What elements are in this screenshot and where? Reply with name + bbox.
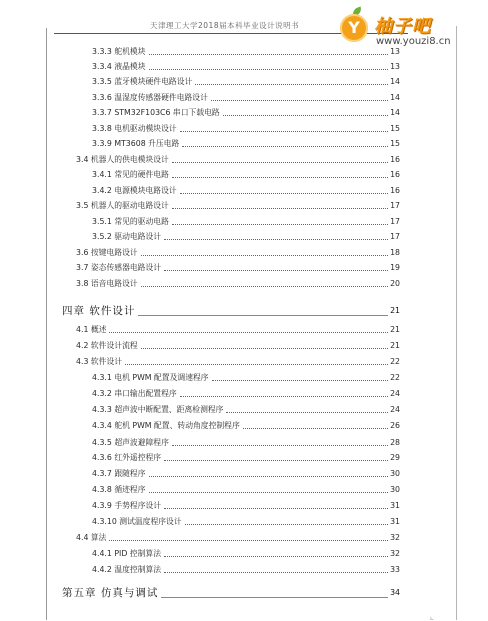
toc-entry-label: 4.3.4 舵机 PWM 配置、转动角度控制程序 — [92, 421, 240, 430]
toc-section-row — [92, 123, 400, 134]
toc-entry-label: 第五章 仿真与调试 — [62, 587, 159, 599]
toc-dot-leader — [138, 314, 388, 316]
toc-entry-label: 3.7 姿态传感器电路设计 — [76, 263, 162, 272]
toc-page-number: 16 — [390, 170, 400, 179]
toc-page-number: 21 — [390, 325, 400, 334]
toc-section-row — [92, 107, 400, 118]
toc-page-number: 17 — [390, 201, 400, 210]
toc-entry-label: 3.3.6 温湿度传感器硬件电路设计 — [92, 93, 208, 102]
toc-page-number: 13 — [390, 62, 400, 71]
toc-page-number: 19 — [390, 263, 400, 272]
toc-entry-label: 3.4.2 电源模块电路设计 — [92, 186, 177, 195]
toc-dot-leader — [180, 130, 388, 132]
toc-page-number: 16 — [390, 186, 400, 195]
corner-mark: ⌞ — [430, 612, 434, 621]
toc-dot-leader — [141, 254, 388, 256]
toc-entry-label: 四章 软件设计 — [62, 305, 136, 317]
logo-name: 柚子吧 — [374, 16, 431, 37]
toc-page-number: 17 — [390, 232, 400, 241]
toc-section-row — [92, 388, 400, 399]
toc-entry-label: 3.4 机器人的供电模块设计 — [76, 155, 169, 164]
toc-dot-leader — [211, 99, 388, 101]
toc-dot-leader — [172, 223, 388, 225]
toc-page-number: 17 — [390, 217, 400, 226]
logo-url: www.youzi8.cn — [376, 36, 451, 47]
toc-dot-leader — [109, 331, 388, 333]
toc-page-number: 16 — [390, 155, 400, 164]
toc-entry-label: 4.3.10 测试温度程序设计 — [92, 517, 182, 526]
toc-entry-label: 3.3.5 蓝牙模块硬件电路设计 — [92, 77, 193, 86]
toc-dot-leader — [172, 207, 388, 209]
toc-section-row — [76, 262, 400, 273]
toc-entry-label: 3.3.8 电机驱动模块设计 — [92, 124, 177, 133]
toc-section-row — [92, 420, 400, 431]
toc-section-row — [92, 61, 400, 72]
toc-entry-label: 3.3.3 舵机模块 — [92, 47, 146, 56]
toc-section-row — [76, 324, 400, 335]
toc-entry-label: 4.3.1 电机 PWM 配置及调速程序 — [92, 373, 209, 382]
toc-page-number: 14 — [390, 108, 400, 117]
toc-page-number: 21 — [390, 306, 400, 315]
toc-dot-leader — [109, 539, 388, 541]
toc-entry-label: 3.8 语音电路设计 — [76, 279, 138, 288]
toc-page-number: 30 — [390, 469, 400, 478]
toc-section-row — [76, 200, 400, 211]
toc-entry-label: 3.3.7 STM32F103C6 串口下载电路 — [92, 108, 220, 117]
toc-dot-leader — [182, 145, 388, 147]
toc-section-row — [92, 564, 400, 575]
toc-dot-leader — [223, 114, 388, 116]
toc-entry-label: 4.3.6 红外遥控程序 — [92, 453, 162, 462]
toc-entry-label: 4.3.9 手势程序设计 — [92, 501, 162, 510]
toc-page-number: 24 — [390, 389, 400, 398]
toc-page-number: 22 — [390, 357, 400, 366]
toc-page-number: 21 — [390, 341, 400, 350]
toc-dot-leader — [141, 347, 388, 349]
toc-page-number: 22 — [390, 373, 400, 382]
toc-dot-leader — [164, 507, 388, 509]
toc-entry-label: 4.3.7 跟随程序 — [92, 469, 146, 478]
toc-entry-label: 4.3.2 串口输出配置程序 — [92, 389, 177, 398]
toc-section-row — [76, 532, 400, 543]
toc-page-number: 32 — [390, 549, 400, 558]
toc-page-number: 26 — [390, 421, 400, 430]
toc-dot-leader — [226, 411, 388, 413]
toc-page-number: 15 — [390, 124, 400, 133]
toc-section-row — [92, 92, 400, 103]
toc-dot-leader — [164, 571, 388, 573]
toc-section-row — [92, 231, 400, 242]
toc-section-row — [76, 356, 400, 367]
left-margin-line — [46, 28, 47, 620]
toc-entry-label: 3.4.1 常见的硬件电路 — [92, 170, 169, 179]
toc-entry-label: 3.3.9 MT3608 升压电路 — [92, 139, 180, 148]
toc-page-number: 33 — [390, 565, 400, 574]
toc-chapter-row — [62, 586, 400, 600]
toc-dot-leader — [164, 555, 388, 557]
toc-page-number: 13 — [390, 47, 400, 56]
toc-section-row — [92, 216, 400, 227]
toc-entry-label: 4.3.3 超声波中断配置、距离检测程序 — [92, 405, 224, 414]
toc-page-number: 32 — [390, 533, 400, 542]
toc-section-row — [92, 372, 400, 383]
toc-entry-label: 4.4.2 温度控制算法 — [92, 565, 162, 574]
toc-dot-leader — [164, 238, 388, 240]
logo-circle-icon: Y — [340, 14, 368, 42]
toc-dot-leader — [164, 269, 388, 271]
toc-dot-leader — [172, 176, 388, 178]
toc-section-row — [76, 278, 400, 289]
toc-section-row — [92, 452, 400, 463]
toc-page-number: 20 — [390, 279, 400, 288]
toc-page-number: 15 — [390, 139, 400, 148]
toc-entry-label: 3.5 机器人的驱动电路设计 — [76, 201, 169, 210]
toc-section-row — [76, 154, 400, 165]
toc-dot-leader — [149, 53, 389, 55]
toc-entry-label: 4.4.1 PID 控制算法 — [92, 549, 161, 558]
toc-entry-label: 3.5.2 驱动电路设计 — [92, 232, 162, 241]
toc-dot-leader — [149, 491, 389, 493]
toc-section-row — [92, 437, 400, 448]
toc-entry-label: 4.3.8 循迹程序 — [92, 485, 146, 494]
toc-dot-leader — [195, 83, 388, 85]
toc-section-row — [92, 138, 400, 149]
right-margin-line — [456, 26, 457, 620]
toc-chapter-row — [62, 304, 400, 318]
toc-section-row — [92, 484, 400, 495]
toc-entry-label: 3.3.4 液晶模块 — [92, 62, 146, 71]
toc-dot-leader — [212, 379, 388, 381]
toc-dot-leader — [185, 523, 388, 525]
toc-dot-leader — [149, 475, 389, 477]
toc-dot-leader — [161, 596, 388, 598]
toc-entry-label: 4.4 算法 — [76, 533, 107, 542]
toc-page-number: 29 — [390, 453, 400, 462]
toc-entry-label: 4.1 概述 — [76, 325, 107, 334]
toc-dot-leader — [125, 363, 388, 365]
toc-entry-label: 4.3 软件设计 — [76, 357, 123, 366]
toc-section-row — [92, 404, 400, 415]
toc-dot-leader — [172, 444, 388, 446]
toc-entry-label: 3.6 按键电路设计 — [76, 248, 138, 257]
toc-section-row — [92, 500, 400, 511]
toc-entry-label: 4.3.5 超声波避障程序 — [92, 438, 169, 447]
toc-page-number: 14 — [390, 93, 400, 102]
toc-page-number: 30 — [390, 485, 400, 494]
toc-section-row — [92, 169, 400, 180]
toc-dot-leader — [172, 161, 388, 163]
toc-section-row — [92, 548, 400, 559]
toc-dot-leader — [243, 427, 388, 429]
toc-page-number: 14 — [390, 77, 400, 86]
toc-dot-leader — [141, 285, 388, 287]
toc-page-number: 34 — [390, 588, 400, 597]
toc-section-row — [92, 185, 400, 196]
toc-entry-label: 4.2 软件设计流程 — [76, 341, 138, 350]
toc-page-number: 31 — [390, 517, 400, 526]
toc-section-row — [92, 76, 400, 87]
toc-dot-leader — [180, 395, 388, 397]
toc-section-row — [76, 247, 400, 258]
toc-dot-leader — [164, 459, 388, 461]
toc-page-number: 31 — [390, 501, 400, 510]
toc-page-number: 24 — [390, 405, 400, 414]
running-header: 天津理工大学2018届本科毕业设计说明书 — [150, 21, 300, 30]
toc-section-row — [92, 46, 400, 57]
toc-entry-label: 3.5.1 常见的驱动电路 — [92, 217, 169, 226]
toc-section-row — [92, 516, 400, 527]
toc-section-row — [76, 340, 400, 351]
toc-dot-leader — [149, 68, 389, 70]
toc-section-row — [92, 468, 400, 479]
toc-page-number: 18 — [390, 248, 400, 257]
toc-dot-leader — [180, 192, 388, 194]
toc-page-number: 28 — [390, 438, 400, 447]
